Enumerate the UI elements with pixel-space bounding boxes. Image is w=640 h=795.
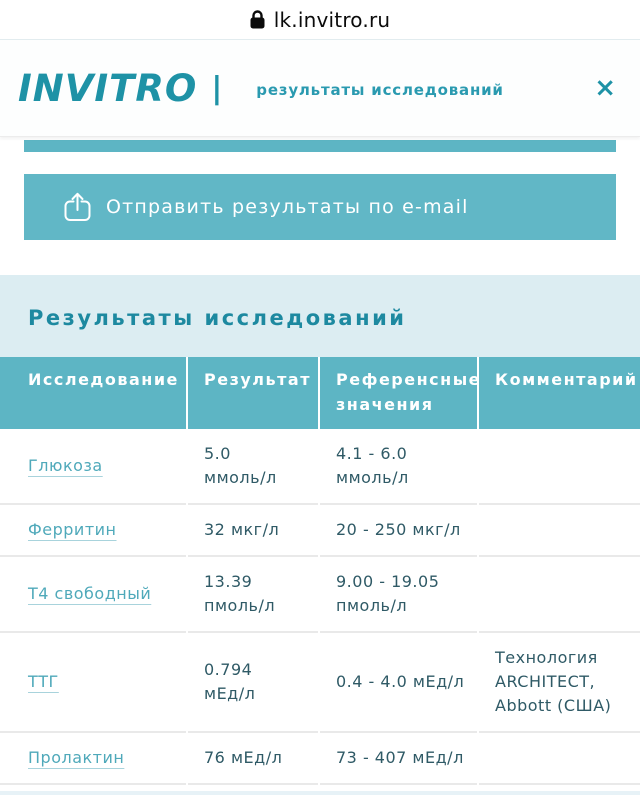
comment-cell [479, 505, 640, 557]
send-email-button[interactable] [24, 174, 616, 240]
comment-cell: Технология ARCHITECT, Abbott (США) [479, 633, 640, 733]
test-link-prolactin[interactable]: Пролактин [28, 747, 125, 767]
table-header-row [0, 357, 640, 429]
table-row [0, 633, 640, 733]
header-subtitle: результаты исследований [256, 81, 504, 99]
close-icon[interactable]: × [594, 73, 616, 103]
logo-divider: | [211, 70, 223, 106]
reference-cell: 73 - 407 мЕд/л [320, 733, 477, 785]
page-title: Результаты исследований [28, 306, 407, 330]
table-row [0, 733, 640, 785]
reference-cell: 4.1 - 6.0 ммоль/л [320, 429, 477, 505]
column-header-result: Результат [188, 357, 318, 429]
comment-cell [479, 429, 640, 505]
share-icon [64, 192, 91, 222]
comment-cell [479, 733, 640, 785]
url-text: lk.invitro.ru [273, 7, 391, 32]
send-email-label: Отправить результаты по e-mail [106, 196, 469, 218]
result-cell: 0.794 мЕд/л [188, 633, 318, 733]
invitro-logo: INVITRO [18, 66, 198, 110]
app-header [0, 40, 640, 137]
column-header-reference: Референсные значения [320, 357, 477, 429]
browser-url-bar[interactable] [0, 0, 640, 40]
results-table [0, 357, 640, 785]
comment-cell [479, 557, 640, 633]
next-section-edge [0, 791, 640, 795]
test-link-ttg[interactable]: ТТГ [28, 671, 59, 691]
result-cell: 5.0 ммоль/л [188, 429, 318, 505]
result-cell: 13.39 пмоль/л [188, 557, 318, 633]
reference-cell: 9.00 - 19.05 пмоль/л [320, 557, 477, 633]
column-header-comment: Комментарий [479, 357, 640, 429]
reference-cell: 20 - 250 мкг/л [320, 505, 477, 557]
result-cell: 32 мкг/л [188, 505, 318, 557]
test-link-ferritin[interactable]: Ферритин [28, 519, 117, 539]
test-link-t4-free[interactable]: Т4 свободный [28, 583, 152, 603]
column-header-test: Исследование [0, 357, 186, 429]
table-row [0, 557, 640, 633]
reference-cell: 0.4 - 4.0 мЕд/л [320, 633, 477, 733]
table-row [0, 429, 640, 505]
table-row [0, 505, 640, 557]
cut-off-button-bottom[interactable] [24, 140, 616, 152]
result-cell: 76 мЕд/л [188, 733, 318, 785]
lock-icon [250, 10, 265, 29]
test-link-glucose[interactable]: Глюкоза [28, 455, 103, 475]
results-section-header [0, 275, 640, 357]
